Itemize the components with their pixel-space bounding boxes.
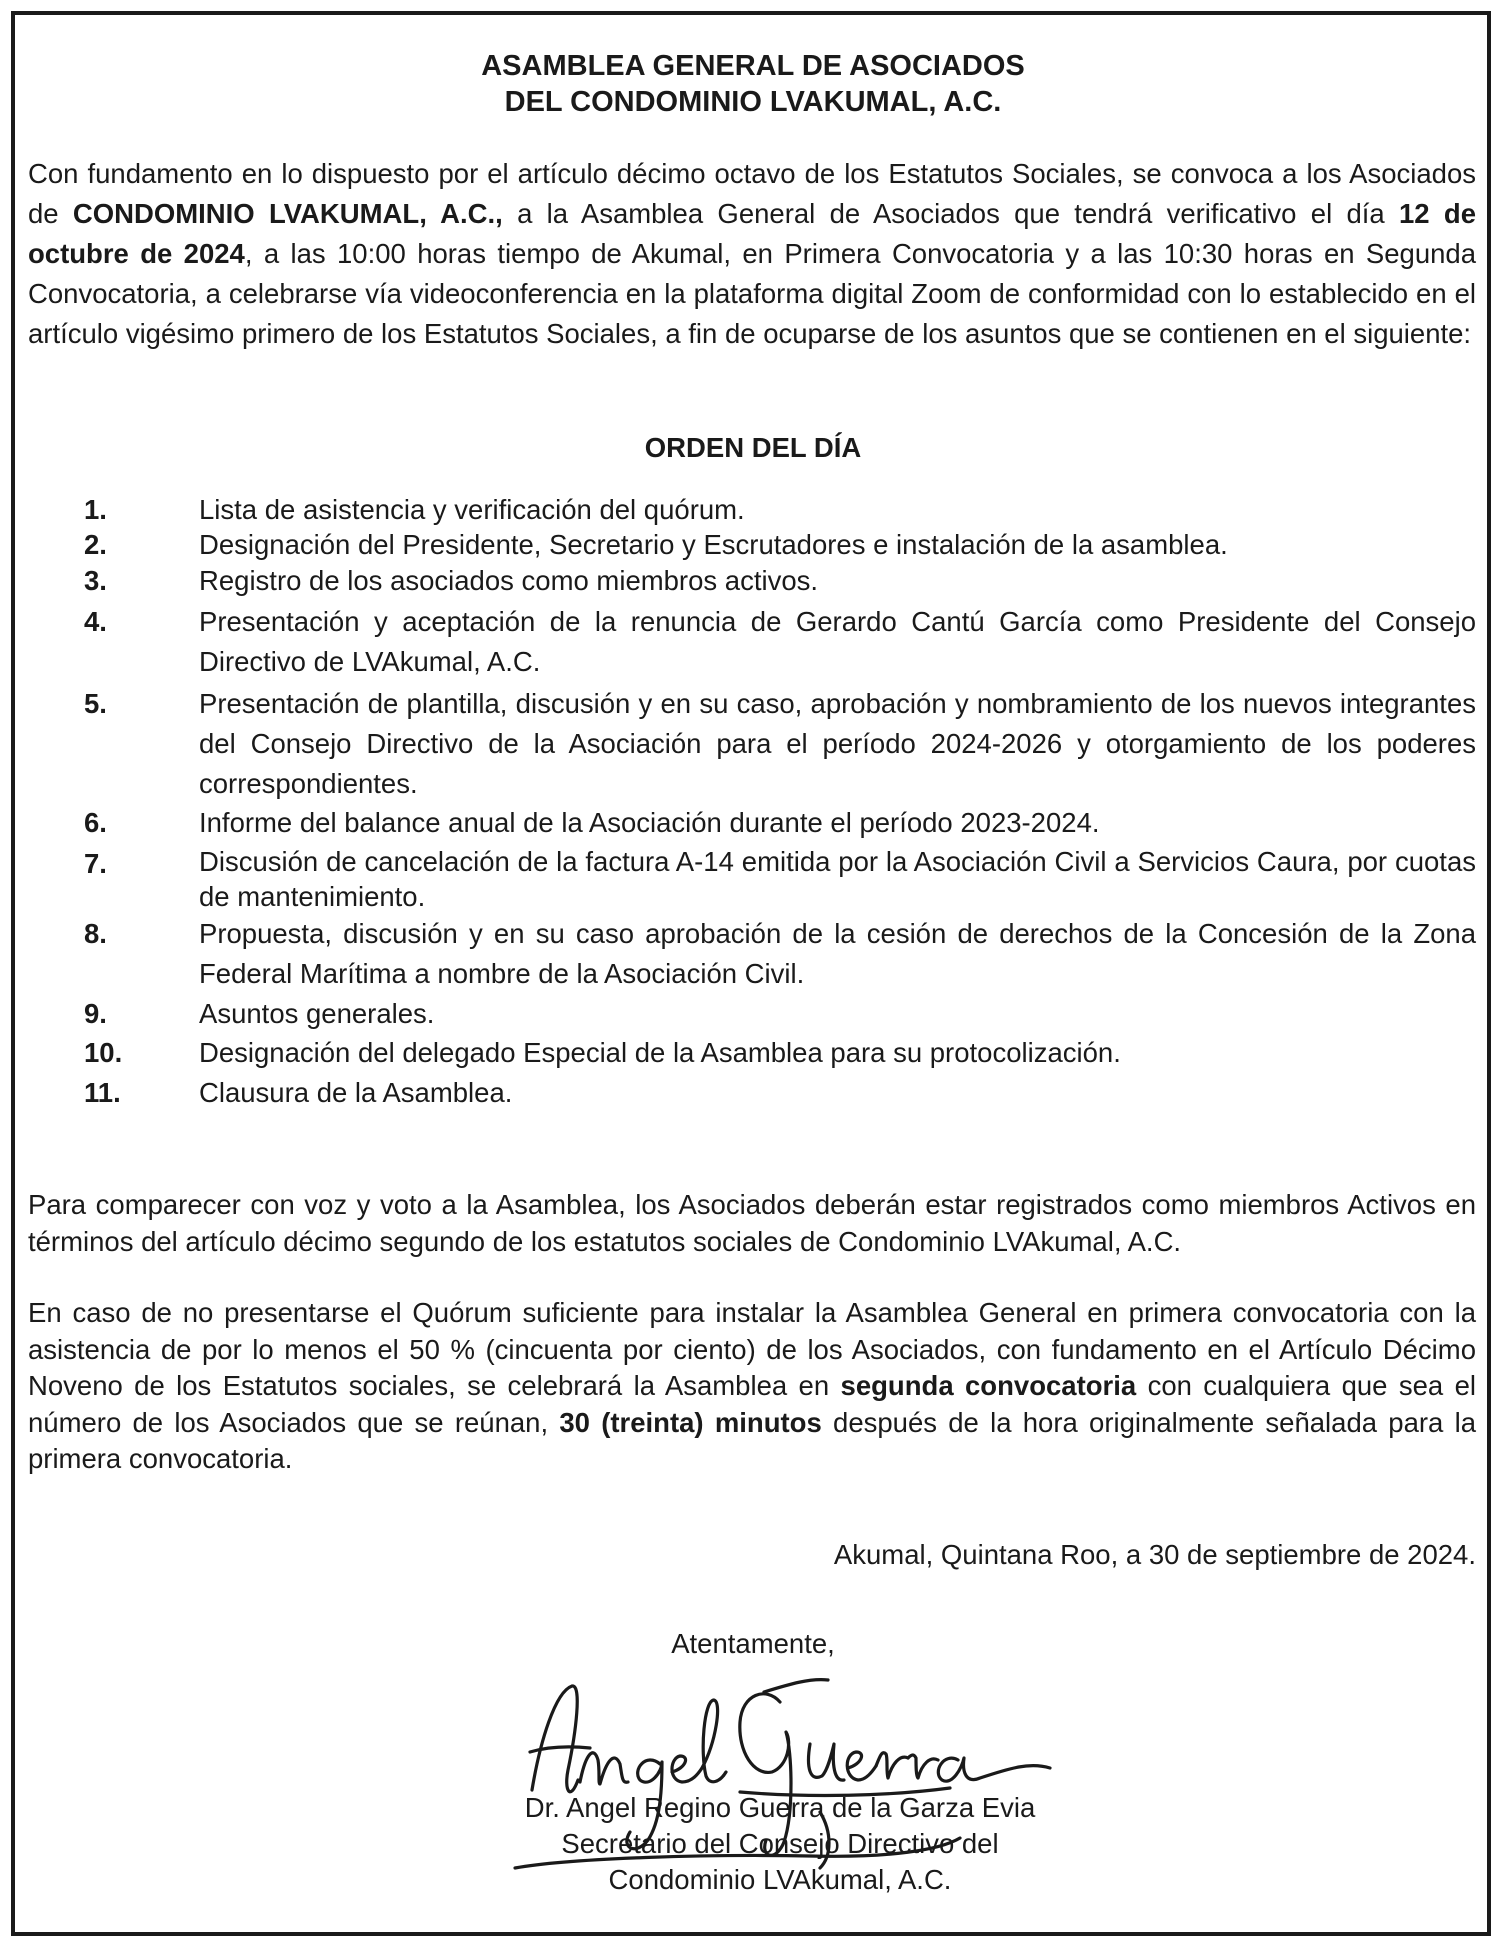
agenda-item-text: Presentación de plantilla, discusión y en su caso, aprobación y nombramiento de los nuevos integrantes del Consejo Directivo de la Asociación para el período 2024-2026 y otorgamiento de los poderes correspondientes. <box>199 688 1476 799</box>
agenda-item-text: Asuntos generales. <box>199 998 435 1029</box>
agenda-item-text: Registro de los asociados como miembros activos. <box>199 565 819 596</box>
agenda-item-number: 10. <box>84 1037 123 1068</box>
intro-paragraph <box>28 154 1476 354</box>
agenda-item-text: Propuesta, discusión y en su caso aprobación de la cesión de derechos de la Concesión de la Zona Federal Marítima a nombre de la Asociación Civil. <box>199 918 1476 989</box>
quorum-bold-minutes: 30 (treinta) minutos <box>559 1406 822 1438</box>
agenda-item-number: 5. <box>84 688 107 719</box>
signer-name: Dr. Angel Regino Guerra de la Garza Evia <box>524 1792 1036 1823</box>
quorum-bold-second-call: segunda convocatoria <box>840 1370 1137 1401</box>
signer-organization: Condominio LVAkumal, A.C. <box>608 1864 952 1895</box>
agenda-item-number: 9. <box>84 998 107 1029</box>
agenda-item-number: 7. <box>84 848 107 879</box>
agenda-item-number: 8. <box>84 918 107 949</box>
intro-text-2: a la Asamblea General de Asociados que tendrá verificativo el día <box>502 198 1400 229</box>
registration-paragraph: Para comparecer con voz y voto a la Asamblea, los Asociados deberán estar registrados como miembros Activos en términos del artículo décimo segundo de los estatutos sociales de Condominio LVAkumal, A.C. <box>28 1189 1476 1257</box>
quorum-paragraph <box>28 1295 1476 1478</box>
document-title-line-1: ASAMBLEA GENERAL DE ASOCIADOS <box>481 50 1025 82</box>
intro-text-3: , a las 10:00 horas tiempo de Akumal, en Primera Convocatoria y a las 10:30 horas en Segunda Convocatoria, a celebrarse vía videoconferencia en la plataforma digital Zoom de conformidad con lo establecido en el artículo vigésimo primero de los Estatutos Sociales, a fin de ocuparse de los asuntos que se contienen en el siguiente: <box>28 238 1476 349</box>
agenda-item-number: 2. <box>84 529 107 560</box>
agenda-item-text: Informe del balance anual de la Asociación durante el período 2023-2024. <box>199 807 1100 838</box>
closing-salutation: Atentamente, <box>671 1628 835 1659</box>
place-date-line: Akumal, Quintana Roo, a 30 de septiembre de 2024. <box>833 1539 1476 1570</box>
agenda-item-number: 1. <box>84 494 107 525</box>
quorum-text-2: con cualquiera que sea el número de los Asociados que se reúnan, <box>28 1370 1476 1438</box>
quorum-text-1: En caso de no presentarse el Quórum suficiente para instalar la Asamblea General en primera convocatoria con la asistencia de por lo menos el 50 % (cincuenta por ciento) de los Asociados, con fundamento en el Artículo Décimo Noveno de los Estatutos sociales, se celebrará la Asamblea en <box>28 1297 1476 1401</box>
agenda-item-text: Discusión de cancelación de la factura A-14 emitida por la Asociación Civil a Servicios Caura, por cuotas de mantenimiento. <box>199 846 1476 912</box>
quorum-text-3: después de la hora originalmente señalada para la primera convocatoria. <box>28 1406 1476 1474</box>
signer-title: Secretario del Consejo Directivo del <box>561 1828 999 1859</box>
document-title-line-2: DEL CONDOMINIO LVAKUMAL, A.C. <box>504 86 1002 118</box>
agenda-item-number: 11. <box>84 1077 121 1108</box>
agenda-item-number: 6. <box>84 807 107 838</box>
agenda-item-text: Clausura de la Asamblea. <box>199 1077 513 1108</box>
agenda-item-text: Lista de asistencia y verificación del quórum. <box>199 494 745 525</box>
agenda-item-text: Designación del delegado Especial de la Asamblea para su protocolización. <box>199 1037 1121 1068</box>
intro-bold-date: 12 de octubre de 2024 <box>28 198 1476 269</box>
agenda-heading: ORDEN DEL DÍA <box>644 432 862 463</box>
agenda-item-text: Designación del Presidente, Secretario y Escrutadores e instalación de la asamblea. <box>199 529 1228 560</box>
agenda-item-text: Presentación y aceptación de la renuncia de Gerardo Cantú García como Presidente del Consejo Directivo de LVAkumal, A.C. <box>199 606 1476 677</box>
intro-text-1: Con fundamento en lo dispuesto por el artículo décimo octavo de los Estatutos Sociales, se convoca a los Asociados de <box>28 158 1476 229</box>
intro-bold-org: CONDOMINIO LVAKUMAL, A.C., <box>72 198 503 229</box>
agenda-item-number: 4. <box>84 606 107 637</box>
agenda-item-number: 3. <box>84 565 107 596</box>
